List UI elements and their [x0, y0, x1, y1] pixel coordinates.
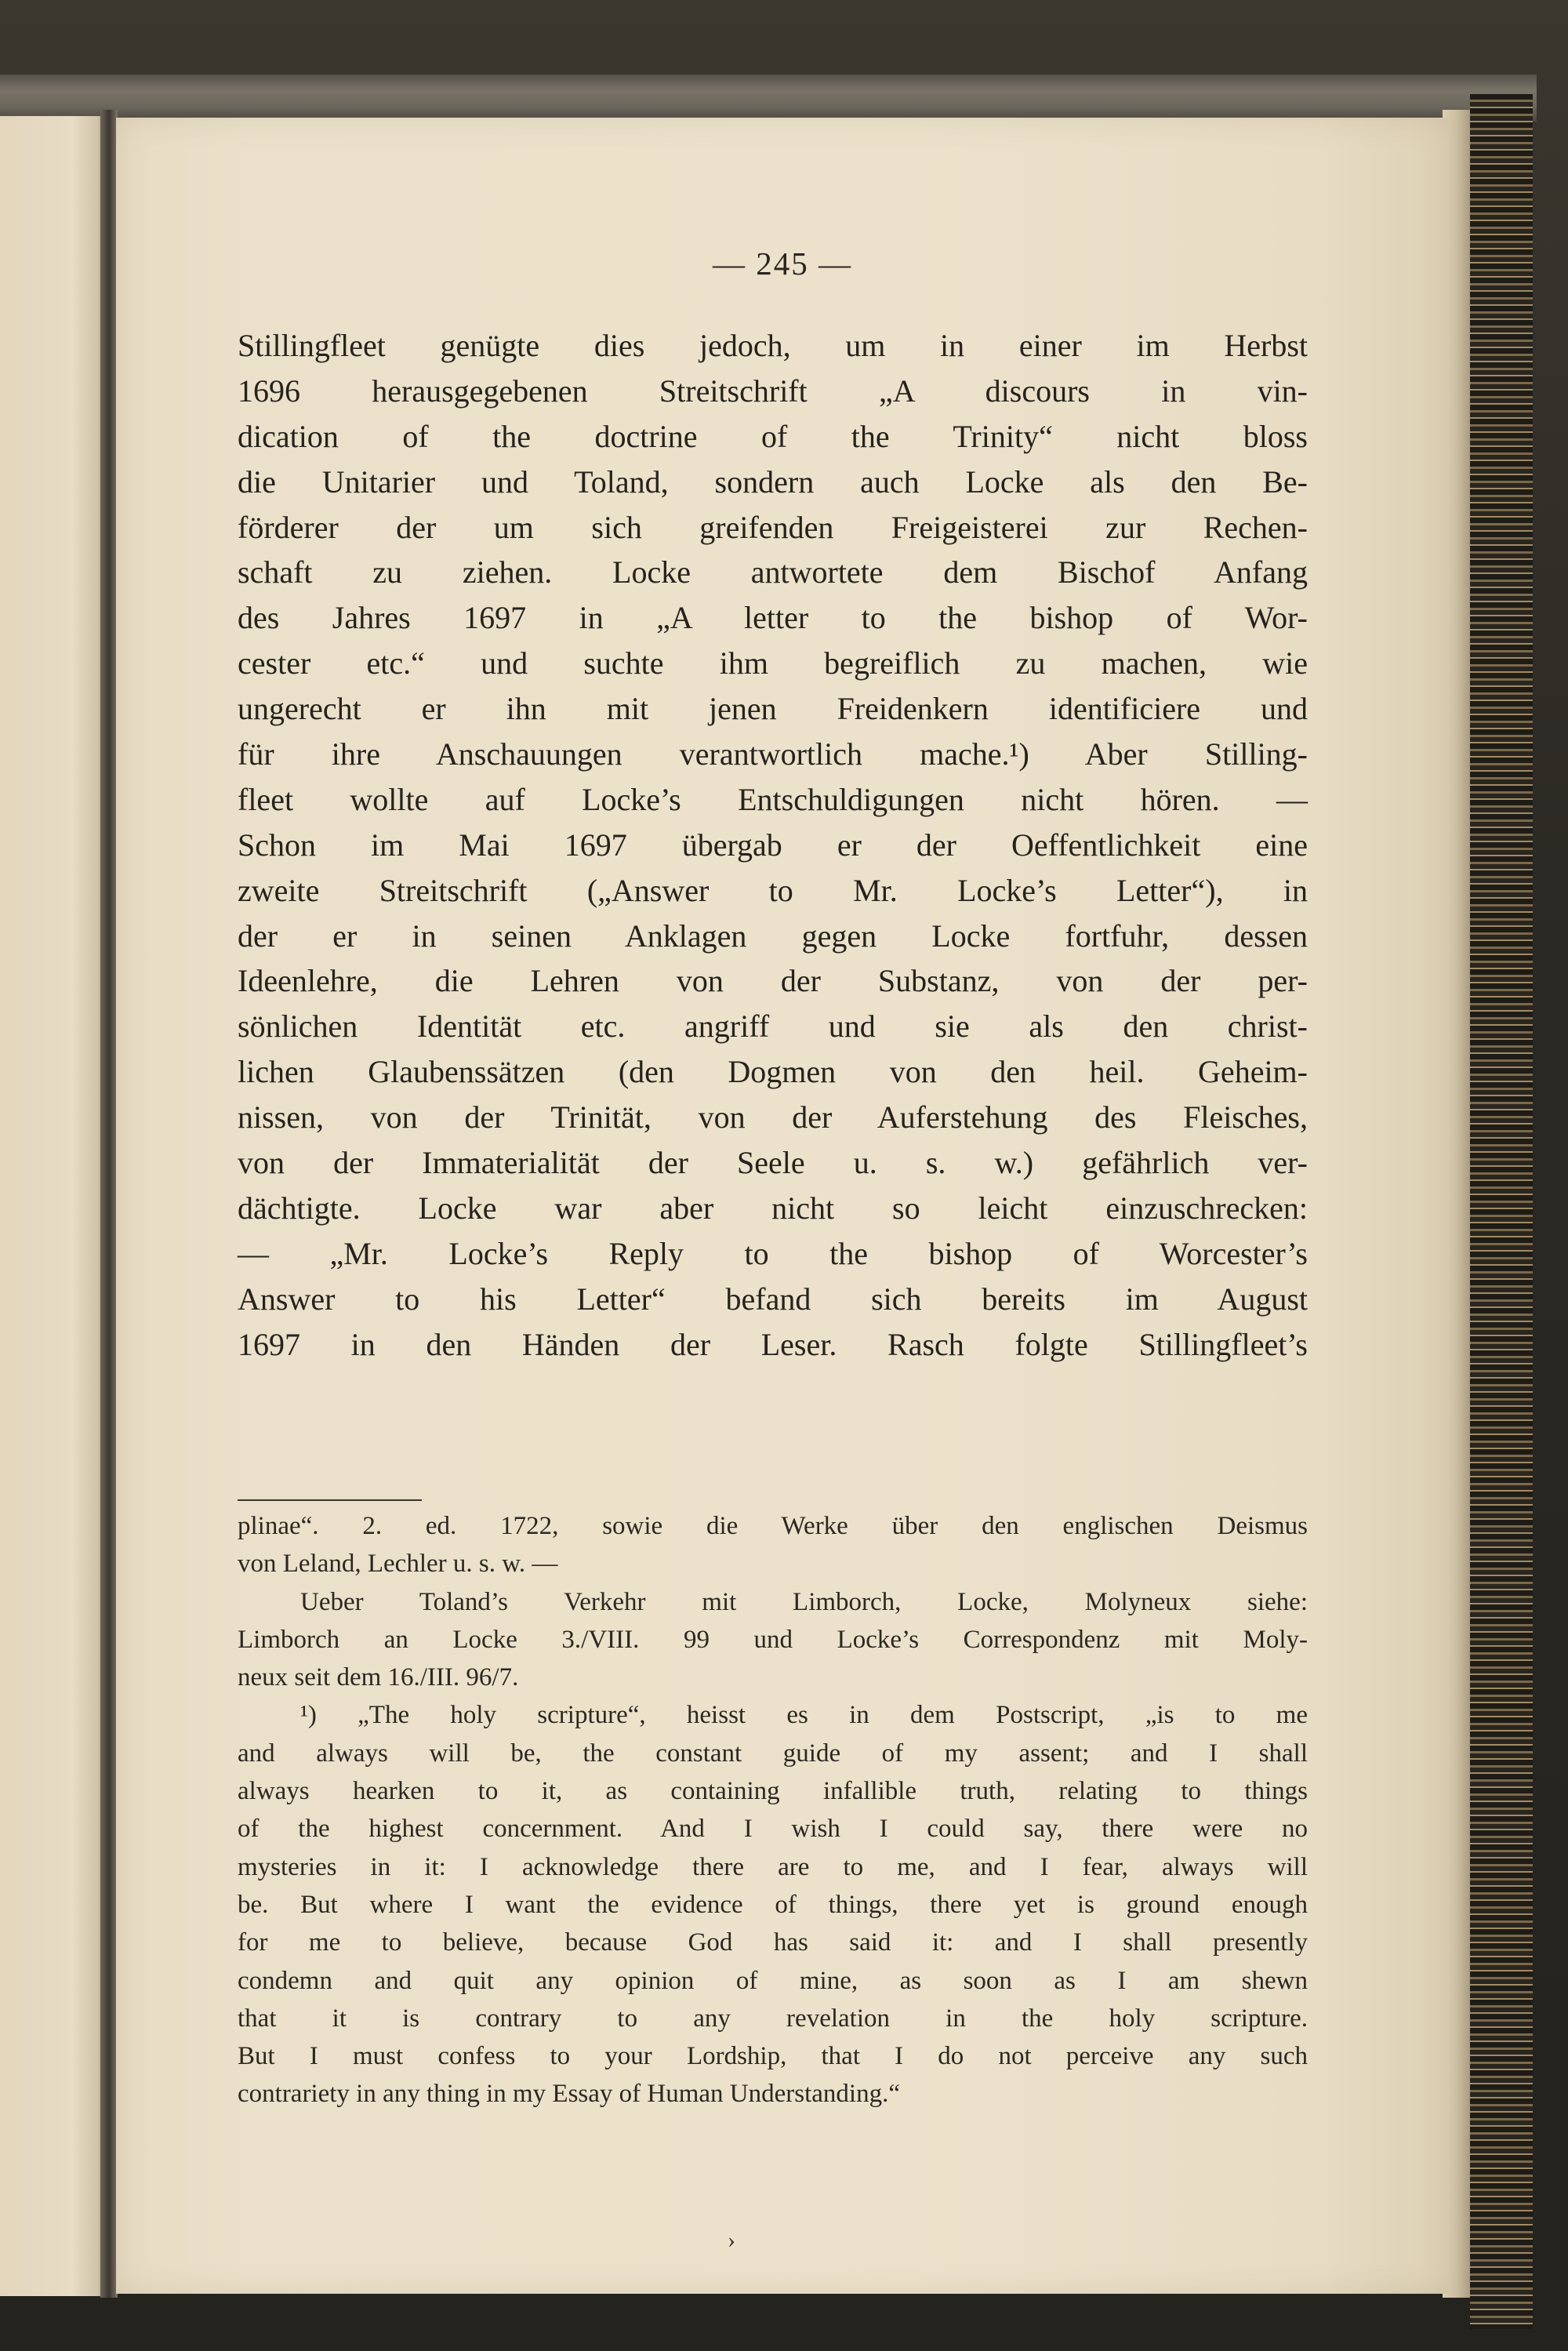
footnote-line: mysteries in it: I acknowledge there are to me, and I fear, always will	[238, 1852, 1308, 1881]
body-line: Schon im Mai 1697 übergab er der Oeffentlichkeit eine	[238, 827, 1308, 863]
footnote-line: Limborch an Locke 3./VIII. 99 und Locke’s Correspondenz mit Moly-	[238, 1625, 1308, 1654]
body-line: Answer to his Letter“ befand sich bereits im August	[238, 1281, 1308, 1317]
body-line: nissen, von der Trinität, von der Auferstehung des Fleisches,	[238, 1099, 1308, 1136]
body-line: — „Mr. Locke’s Reply to the bishop of Worcester’s	[238, 1235, 1308, 1271]
footnote-line: condemn and quit any opinion of mine, as soon as I am shewn	[238, 1966, 1308, 1995]
book-top-edge	[0, 74, 1537, 122]
body-line: dication of the doctrine of the Trinity“ nicht bloss	[238, 418, 1308, 454]
footnote-line: plinae“. 2. ed. 1722, sowie die Werke über den englischen Deismus	[238, 1512, 1308, 1540]
footnote-line: von Leland, Lechler u. s. w. —	[238, 1550, 558, 1579]
footnote-line: for me to believe, because God has said it: and I shall presently	[238, 1928, 1308, 1957]
body-line: der er in seinen Anklagen gegen Locke fortfuhr, dessen	[238, 918, 1308, 954]
footnote-line: contrariety in any thing in my Essay of Human Understanding.“	[238, 2080, 900, 2109]
body-line: förderer der um sich greifenden Freigeisterei zur Rechen-	[238, 509, 1308, 545]
page-number: — 245 —	[713, 245, 852, 282]
body-line: 1696 herausgegebenen Streitschrift „A discours in vin-	[238, 372, 1308, 409]
footnotes	[238, 1507, 1308, 2113]
body-line: sönlichen Identität etc. angriff und sie als den christ-	[238, 1008, 1308, 1045]
body-line: lichen Glaubenssätzen (den Dogmen von den heil. Geheim-	[238, 1054, 1308, 1090]
footnote-line: Ueber Toland’s Verkehr mit Limborch, Locke, Molyneux siehe:	[300, 1587, 1308, 1616]
facing-page-edge	[0, 116, 103, 2296]
footnote-line: But I must confess to your Lordship, that I do not perceive any such	[238, 2042, 1308, 2071]
main-body-text	[238, 323, 1308, 1367]
body-line: Ideenlehre, die Lehren von der Substanz, von der per-	[238, 963, 1308, 999]
body-line: von der Immaterialität der Seele u. s. w.) gefährlich ver-	[238, 1145, 1308, 1181]
footnote-line: that it is contrary to any revelation in the holy scripture.	[238, 2004, 1308, 2033]
body-line: 1697 in den Händen der Leser. Rasch folgte Stillingfleet’s	[238, 1326, 1308, 1362]
body-line: für ihre Anschauungen verantwortlich mache.¹) Aber Stilling-	[238, 736, 1308, 772]
footnote-line: ¹) „The holy scripture“, heisst es in dem Postscript, „is to me	[300, 1701, 1308, 1730]
book-spine-edge	[1470, 94, 1533, 2329]
body-line: fleet wollte auf Locke’s Entschuldigungen nicht hören. —	[238, 781, 1308, 817]
body-line: cester etc.“ und suchte ihm begreiflich zu machen, wie	[238, 645, 1308, 681]
footnote-line: and always will be, the constant guide of my assent; and I shall	[238, 1739, 1308, 1768]
body-line: ungerecht er ihn mit jenen Freidenkern identificiere und	[238, 691, 1308, 727]
footnote-line: be. But where I want the evidence of things, there yet is ground enough	[238, 1890, 1308, 1919]
body-line: zweite Streitschrift („Answer to Mr. Locke’s Letter“), in	[238, 872, 1308, 908]
body-line: schaft zu ziehen. Locke antwortete dem Bischof Anfang	[238, 554, 1308, 590]
footnote-line: of the highest concernment. And I wish I could say, there were no	[238, 1815, 1308, 1844]
body-line: die Unitarier und Toland, sondern auch Locke als den Be-	[238, 463, 1308, 500]
signature-mark: ›	[728, 2227, 735, 2253]
book-page	[116, 118, 1449, 2294]
footnote-line: always hearken to it, as containing infallible truth, relating to things	[238, 1777, 1308, 1806]
book-gutter	[100, 110, 118, 2298]
footnote-separator	[238, 1499, 422, 1501]
body-line: dächtigte. Locke war aber nicht so leicht einzuschrecken:	[238, 1190, 1308, 1226]
body-line: des Jahres 1697 in „A letter to the bishop of Wor-	[238, 600, 1308, 636]
body-line: Stillingfleet genügte dies jedoch, um in einer im Herbst	[238, 328, 1308, 363]
footnote-line: neux seit dem 16./III. 96/7.	[238, 1663, 519, 1692]
